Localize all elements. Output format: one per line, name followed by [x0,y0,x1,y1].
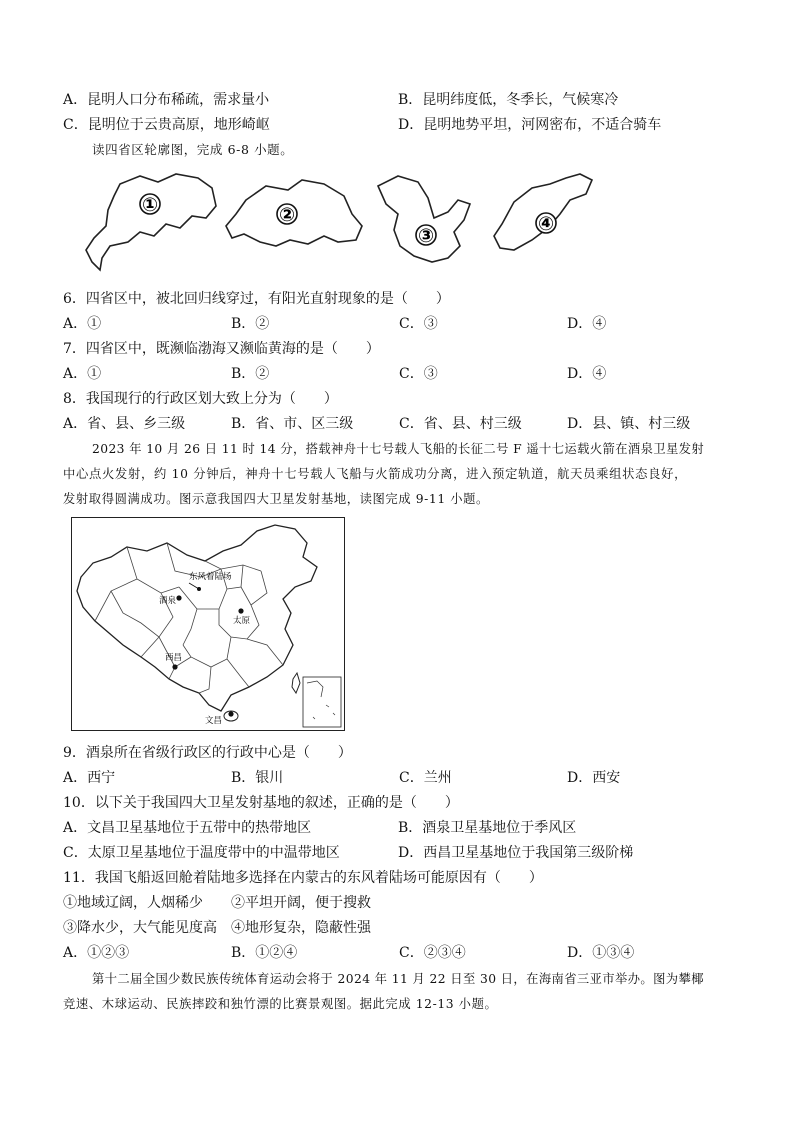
taiyuan-dot [238,608,243,613]
q8-option-a: A．省、县、乡三级 [63,416,186,432]
map-label-taiyuan: 太原 [233,616,251,626]
q7-stem: 7．四省区中，既濒临渤海又濒临黄海的是（ ） [63,341,380,357]
province-outline-1 [86,174,216,270]
q5-option-d: D．昆明地势平坦，河网密布，不适合骑车 [398,117,662,133]
q7-option-d: D．④ [567,366,607,382]
q11-statement-3: ③降水少，大气能见度高 [63,920,217,936]
q9-option-b: B．银川 [231,770,284,786]
q8-option-c: C．省、县、村三级 [399,416,522,432]
q7-option-c: C．③ [399,366,438,382]
jiuquan-dot [176,595,181,600]
q6-option-c: C．③ [399,316,438,332]
q10-option-b: B．酒泉卫星基地位于季风区 [398,820,577,836]
q9-option-c: C．兰州 [399,770,452,786]
q8-option-b: B．省、市、区三级 [231,416,354,432]
province-marker-1: ① [141,194,159,216]
q11-statement-4: ④地形复杂，隐蔽性强 [231,920,371,936]
q6-option-b: B．② [231,316,270,332]
province-marker-2: ② [278,204,296,226]
wenchang-dot [228,711,233,716]
q8-stem: 8．我国现行的行政区划大致上分为（ ） [63,391,338,407]
q10-option-c: C．太原卫星基地位于温度带中的中温带地区 [63,845,340,861]
q6-option-d: D．④ [567,316,607,332]
map-label-jiuquan: 酒泉 [159,596,177,606]
china-launch-sites-map [71,517,345,731]
map-label-dongfeng: 东风着陆场 [189,572,232,582]
intro-6-8: 读四省区轮廓图，完成 6-8 小题。 [92,142,294,157]
province-marker-3: ③ [417,225,435,247]
province-marker-4: ④ [537,213,555,235]
q11-option-b: B．①②④ [231,945,298,961]
south-china-sea-inset [303,677,341,727]
map-label-xichang: 西昌 [165,653,183,663]
q5-option-b: B．昆明纬度低，冬季长，气候寒冷 [398,92,619,108]
q11-option-c: C．②③④ [399,945,466,961]
q10-option-a: A．文昌卫星基地位于五带中的热带地区 [63,820,312,836]
province-outline-4 [494,174,592,250]
q11-statement-1: ①地域辽阔，人烟稀少 [63,895,203,911]
q6-option-a: A．① [63,316,102,332]
intro-9-11-line3: 发射取得圆满成功。图示意我国四大卫星发射基地，读图完成 9-11 小题。 [63,492,489,506]
q9-stem: 9．酒泉所在省级行政区的行政中心是（ ） [63,745,352,761]
xichang-dot [172,664,177,669]
q11-option-d: D．①③④ [567,945,635,961]
q10-stem: 10．以下关于我国四大卫星发射基地的叙述，正确的是（ ） [63,795,459,811]
q11-option-a: A．①②③ [63,945,130,961]
q10-option-d: D．西昌卫星基地位于我国第三级阶梯 [398,845,634,861]
q7-option-a: A．① [63,366,102,382]
q5-option-a: A．昆明人口分布稀疏，需求量小 [63,92,270,108]
province-outline-3 [378,176,470,262]
q9-option-a: A．西宁 [63,770,116,786]
q8-option-d: D．县、镇、村三级 [567,416,691,432]
intro-12-13-line2: 竞速、木球运动、民族摔跤和独竹漂的比赛景观图。据此完成 12-13 小题。 [63,997,498,1011]
q6-stem: 6．四省区中，被北回归线穿过，有阳光直射现象的是（ ） [63,291,450,307]
q7-option-b: B．② [231,366,270,382]
q11-stem: 11．我国飞船返回舱着陆地多选择在内蒙古的东风着陆场可能原因有（ ） [63,870,543,886]
q11-statement-2: ②平坦开阔，便于搜救 [231,895,371,911]
intro-9-11-line1: 2023 年 10 月 26 日 11 时 14 分，搭载神舟十七号载人飞船的长征二号 F 遥十七运载火箭在酒泉卫星发射 [92,442,705,456]
intro-12-13-line1: 第十二届全国少数民族传统体育运动会将于 2024 年 11 月 22 日至 30 日，在海南省三亚市举办。图为攀椰 [92,972,704,986]
q5-option-c: C．昆明位于云贵高原，地形崎岖 [63,117,270,133]
q9-option-d: D．西安 [567,770,621,786]
intro-9-11-line2: 中心点火发射，约 10 分钟后，神舟十七号载人飞船与火箭成功分离，进入预定轨道，航天员乘组状态良好， [63,467,688,481]
province-outlines-figure [80,166,620,278]
map-label-wenchang: 文昌 [205,716,223,726]
